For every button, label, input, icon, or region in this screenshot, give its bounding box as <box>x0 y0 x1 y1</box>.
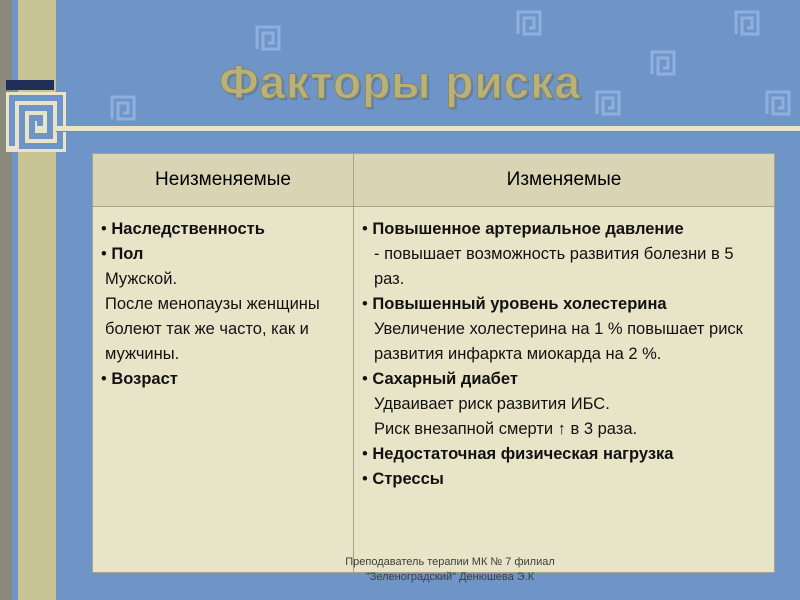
factor-sex-menopause: После менопаузы женщины болеют так же часто, как и мужчины. <box>105 295 320 363</box>
slide-title: Факторы риска <box>219 56 581 108</box>
factor-physical-inactivity: • Недостаточная физическая нагрузка <box>362 442 768 467</box>
greek-key-icon <box>255 25 281 51</box>
factor-hypertension-note: - повышает возможность развития болезни в 5 раз. <box>374 245 734 288</box>
factor-diabetes-note-1: Удваивает риск развития ИБС. <box>374 395 610 413</box>
header-modifiable: Изменяемые <box>354 154 775 207</box>
factor-stress: • Стрессы <box>362 467 768 492</box>
factor-sex: • Пол <box>101 242 347 267</box>
factor-diabetes: • Сахарный диабет <box>362 367 768 392</box>
greek-key-icon <box>734 10 760 36</box>
factor-age: • Возраст <box>101 367 347 392</box>
factor-cholesterol: • Повышенный уровень холестерина <box>362 292 768 317</box>
footer-line-2: "Зеленоградский" Денюшева Э.К <box>365 571 535 583</box>
horizontal-rule-shadow <box>56 131 800 132</box>
factor-hypertension: • Повышенное артериальное давление <box>362 217 768 242</box>
factor-cholesterol-note: Увеличение холестерина на 1 % повышает риск развития инфаркта миокарда на 2 %. <box>374 320 743 363</box>
risk-factors-table <box>92 153 775 573</box>
footer-line-1: Преподаватель терапии МК № 7 филиал <box>345 556 555 568</box>
unmodifiable-factors-cell <box>93 207 354 573</box>
header-unmodifiable: Неизменяемые <box>93 154 354 207</box>
factor-diabetes-note-2: Риск внезапной смерти ↑ в 3 раза. <box>374 420 638 438</box>
greek-key-icon <box>516 10 542 36</box>
factor-heredity: • Наследственность <box>101 217 347 242</box>
modifiable-factors-cell <box>354 207 775 573</box>
factor-sex-male: Мужской. <box>105 270 178 288</box>
footer-credit <box>340 555 560 585</box>
